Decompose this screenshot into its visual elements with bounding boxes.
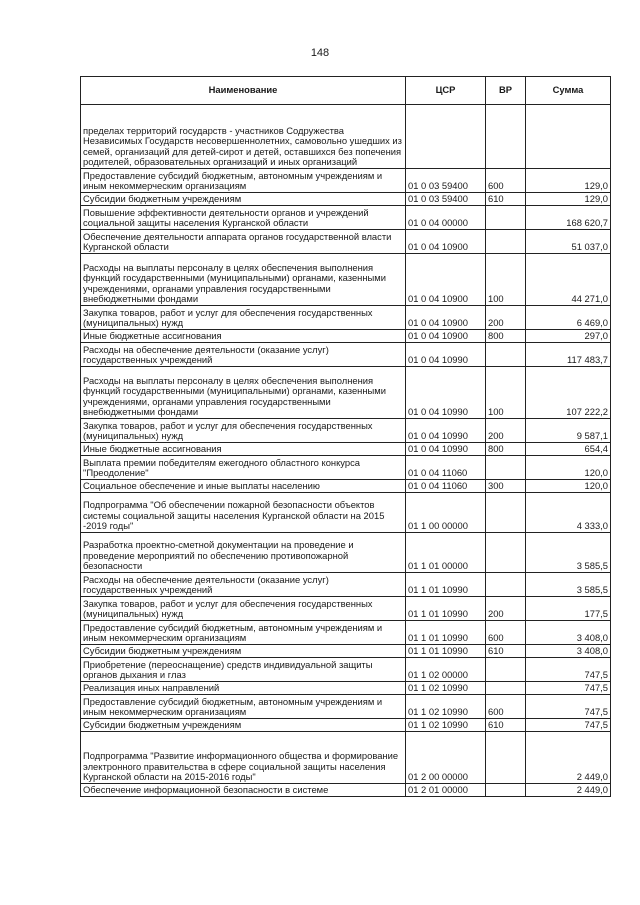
row-vr [486,533,526,573]
row-csr: 01 1 00 00000 [406,493,486,533]
row-name: Субсидии бюджетным учреждениям [81,645,406,658]
row-vr [486,343,526,367]
row-csr: 01 0 04 10900 [406,230,486,254]
row-vr: 610 [486,719,526,732]
row-name: Предоставление субсидий бюджетным, автономным учреждениям и иным некоммерческим организациям [81,169,406,193]
row-sum: 120,0 [526,456,611,480]
row-vr [486,493,526,533]
row-name: Повышение эффективности деятельности органов и учреждений социальной защиты населения Курганской области [81,206,406,230]
row-vr: 600 [486,695,526,719]
table-row [81,306,611,330]
table-row [81,456,611,480]
row-name: Закупка товаров, работ и услуг для обеспечения государственных (муниципальных) нужд [81,597,406,621]
row-vr [486,105,526,169]
row-vr: 800 [486,330,526,343]
table-row [81,784,611,797]
row-name: Подпрограмма "Об обеспечении пожарной безопасности объектов системы социальной защиты населения Курганской области на 2015 -2019 годы" [81,493,406,533]
row-name: Субсидии бюджетным учреждениям [81,719,406,732]
row-sum: 297,0 [526,330,611,343]
row-sum: 117 483,7 [526,343,611,367]
row-sum: 6 469,0 [526,306,611,330]
row-vr [486,784,526,797]
row-name: Закупка товаров, работ и услуг для обеспечения государственных (муниципальных) нужд [81,306,406,330]
table-row [81,169,611,193]
row-csr: 01 0 04 10990 [406,367,486,419]
row-sum: 3 585,5 [526,573,611,597]
row-name: Социальное обеспечение и иные выплаты населению [81,480,406,493]
row-vr: 100 [486,367,526,419]
row-csr: 01 2 00 00000 [406,732,486,784]
table-row [81,719,611,732]
row-csr: 01 1 01 10990 [406,645,486,658]
row-csr: 01 1 02 10990 [406,695,486,719]
table-row [81,480,611,493]
row-csr: 01 1 01 10990 [406,621,486,645]
table-row [81,206,611,230]
row-sum: 177,5 [526,597,611,621]
row-vr [486,682,526,695]
table-row [81,254,611,306]
row-vr [486,230,526,254]
row-csr [406,105,486,169]
row-csr: 01 1 01 10990 [406,573,486,597]
table-row [81,695,611,719]
table-row [81,621,611,645]
row-sum: 107 222,2 [526,367,611,419]
row-vr [486,456,526,480]
row-sum: 747,5 [526,658,611,682]
row-name: Предоставление субсидий бюджетным, автономным учреждениям и иным некоммерческим организациям [81,621,406,645]
row-sum: 2 449,0 [526,784,611,797]
row-vr: 610 [486,193,526,206]
row-csr: 01 0 03 59400 [406,169,486,193]
row-csr: 01 0 04 10900 [406,306,486,330]
row-vr: 300 [486,480,526,493]
table-row [81,343,611,367]
page-number: 148 [310,47,330,59]
table-row [81,682,611,695]
row-name: Обеспечение деятельности аппарата органов государственной власти Курганской области [81,230,406,254]
row-sum: 168 620,7 [526,206,611,230]
row-sum: 747,5 [526,719,611,732]
header-name: Наименование [81,77,406,105]
row-csr: 01 0 04 10900 [406,330,486,343]
row-vr: 200 [486,597,526,621]
table-row [81,658,611,682]
row-sum: 4 333,0 [526,493,611,533]
row-csr: 01 0 04 10990 [406,443,486,456]
row-name: Расходы на выплаты персоналу в целях обеспечения выполнения функций государственными (муниципальными) органами, казенными учреждениями, органами управления государственными внебюджетными фондами [81,254,406,306]
row-sum: 129,0 [526,169,611,193]
row-csr: 01 1 01 00000 [406,533,486,573]
table-row [81,732,611,784]
table-row [81,230,611,254]
table-row [81,645,611,658]
row-name: Расходы на обеспечение деятельности (оказание услуг) государственных учреждений [81,343,406,367]
row-csr: 01 0 04 11060 [406,456,486,480]
row-vr: 800 [486,443,526,456]
budget-table [80,76,611,797]
row-vr [486,658,526,682]
row-name: Реализация иных направлений [81,682,406,695]
row-name: Обеспечение информационной безопасности в системе [81,784,406,797]
row-vr: 200 [486,419,526,443]
row-vr: 100 [486,254,526,306]
table-row [81,419,611,443]
row-name: Субсидии бюджетным учреждениям [81,193,406,206]
row-sum: 44 271,0 [526,254,611,306]
row-sum: 120,0 [526,480,611,493]
row-name: Иные бюджетные ассигнования [81,443,406,456]
row-name: Разработка проектно-сметной документации на проведение и проведение мероприятий по обеспечению противопожарной безопасности [81,533,406,573]
row-csr: 01 1 01 10990 [406,597,486,621]
row-name: пределах территорий государств - участников Содружества Независимых Государств несовершеннолетних, самовольно ушедших из семей, организаций для детей-сирот и детей, оставшихся без попечения родителей, образовательных организаций и иных организаций [81,105,406,169]
row-name: Выплата премии победителям ежегодного областного конкурса "Преодоление" [81,456,406,480]
header-csr: ЦСР [406,77,486,105]
table-row [81,193,611,206]
row-csr: 01 1 02 10990 [406,682,486,695]
row-name: Расходы на выплаты персоналу в целях обеспечения выполнения функций государственными (муниципальными) органами, казенными учреждениями, органами управления государственными внебюджетными фондами [81,367,406,419]
table-row [81,443,611,456]
table-row [81,533,611,573]
row-csr: 01 1 02 00000 [406,658,486,682]
row-name: Расходы на обеспечение деятельности (оказание услуг) государственных учреждений [81,573,406,597]
table-row [81,105,611,169]
row-csr: 01 0 04 10900 [406,254,486,306]
table-row [81,330,611,343]
row-sum: 129,0 [526,193,611,206]
table-row [81,367,611,419]
row-sum: 9 587,1 [526,419,611,443]
table-header-row [81,77,611,105]
row-csr: 01 1 02 10990 [406,719,486,732]
row-name: Закупка товаров, работ и услуг для обеспечения государственных (муниципальных) нужд [81,419,406,443]
header-vr: ВР [486,77,526,105]
row-sum: 747,5 [526,695,611,719]
row-vr: 600 [486,621,526,645]
row-sum: 747,5 [526,682,611,695]
row-csr: 01 0 04 10990 [406,419,486,443]
row-sum: 3 585,5 [526,533,611,573]
row-sum: 3 408,0 [526,621,611,645]
row-csr: 01 0 04 10990 [406,343,486,367]
header-sum: Сумма [526,77,611,105]
row-vr: 610 [486,645,526,658]
table-row [81,597,611,621]
row-csr: 01 0 04 11060 [406,480,486,493]
table-row [81,493,611,533]
row-csr: 01 0 03 59400 [406,193,486,206]
row-sum [526,105,611,169]
row-sum: 654,4 [526,443,611,456]
row-vr [486,206,526,230]
row-name: Приобретение (переоснащение) средств индивидуальной защиты органов дыхания и глаз [81,658,406,682]
row-name: Предоставление субсидий бюджетным, автономным учреждениям и иным некоммерческим организациям [81,695,406,719]
row-vr: 200 [486,306,526,330]
row-vr: 600 [486,169,526,193]
row-vr [486,573,526,597]
row-sum: 3 408,0 [526,645,611,658]
table-row [81,573,611,597]
row-vr [486,732,526,784]
row-csr: 01 0 04 00000 [406,206,486,230]
row-sum: 51 037,0 [526,230,611,254]
row-name: Подпрограмма "Развитие информационного общества и формирование электронного правительства в сфере социальной защиты населения Курганской области на 2015-2016 годы" [81,732,406,784]
row-name: Иные бюджетные ассигнования [81,330,406,343]
row-sum: 2 449,0 [526,732,611,784]
row-csr: 01 2 01 00000 [406,784,486,797]
